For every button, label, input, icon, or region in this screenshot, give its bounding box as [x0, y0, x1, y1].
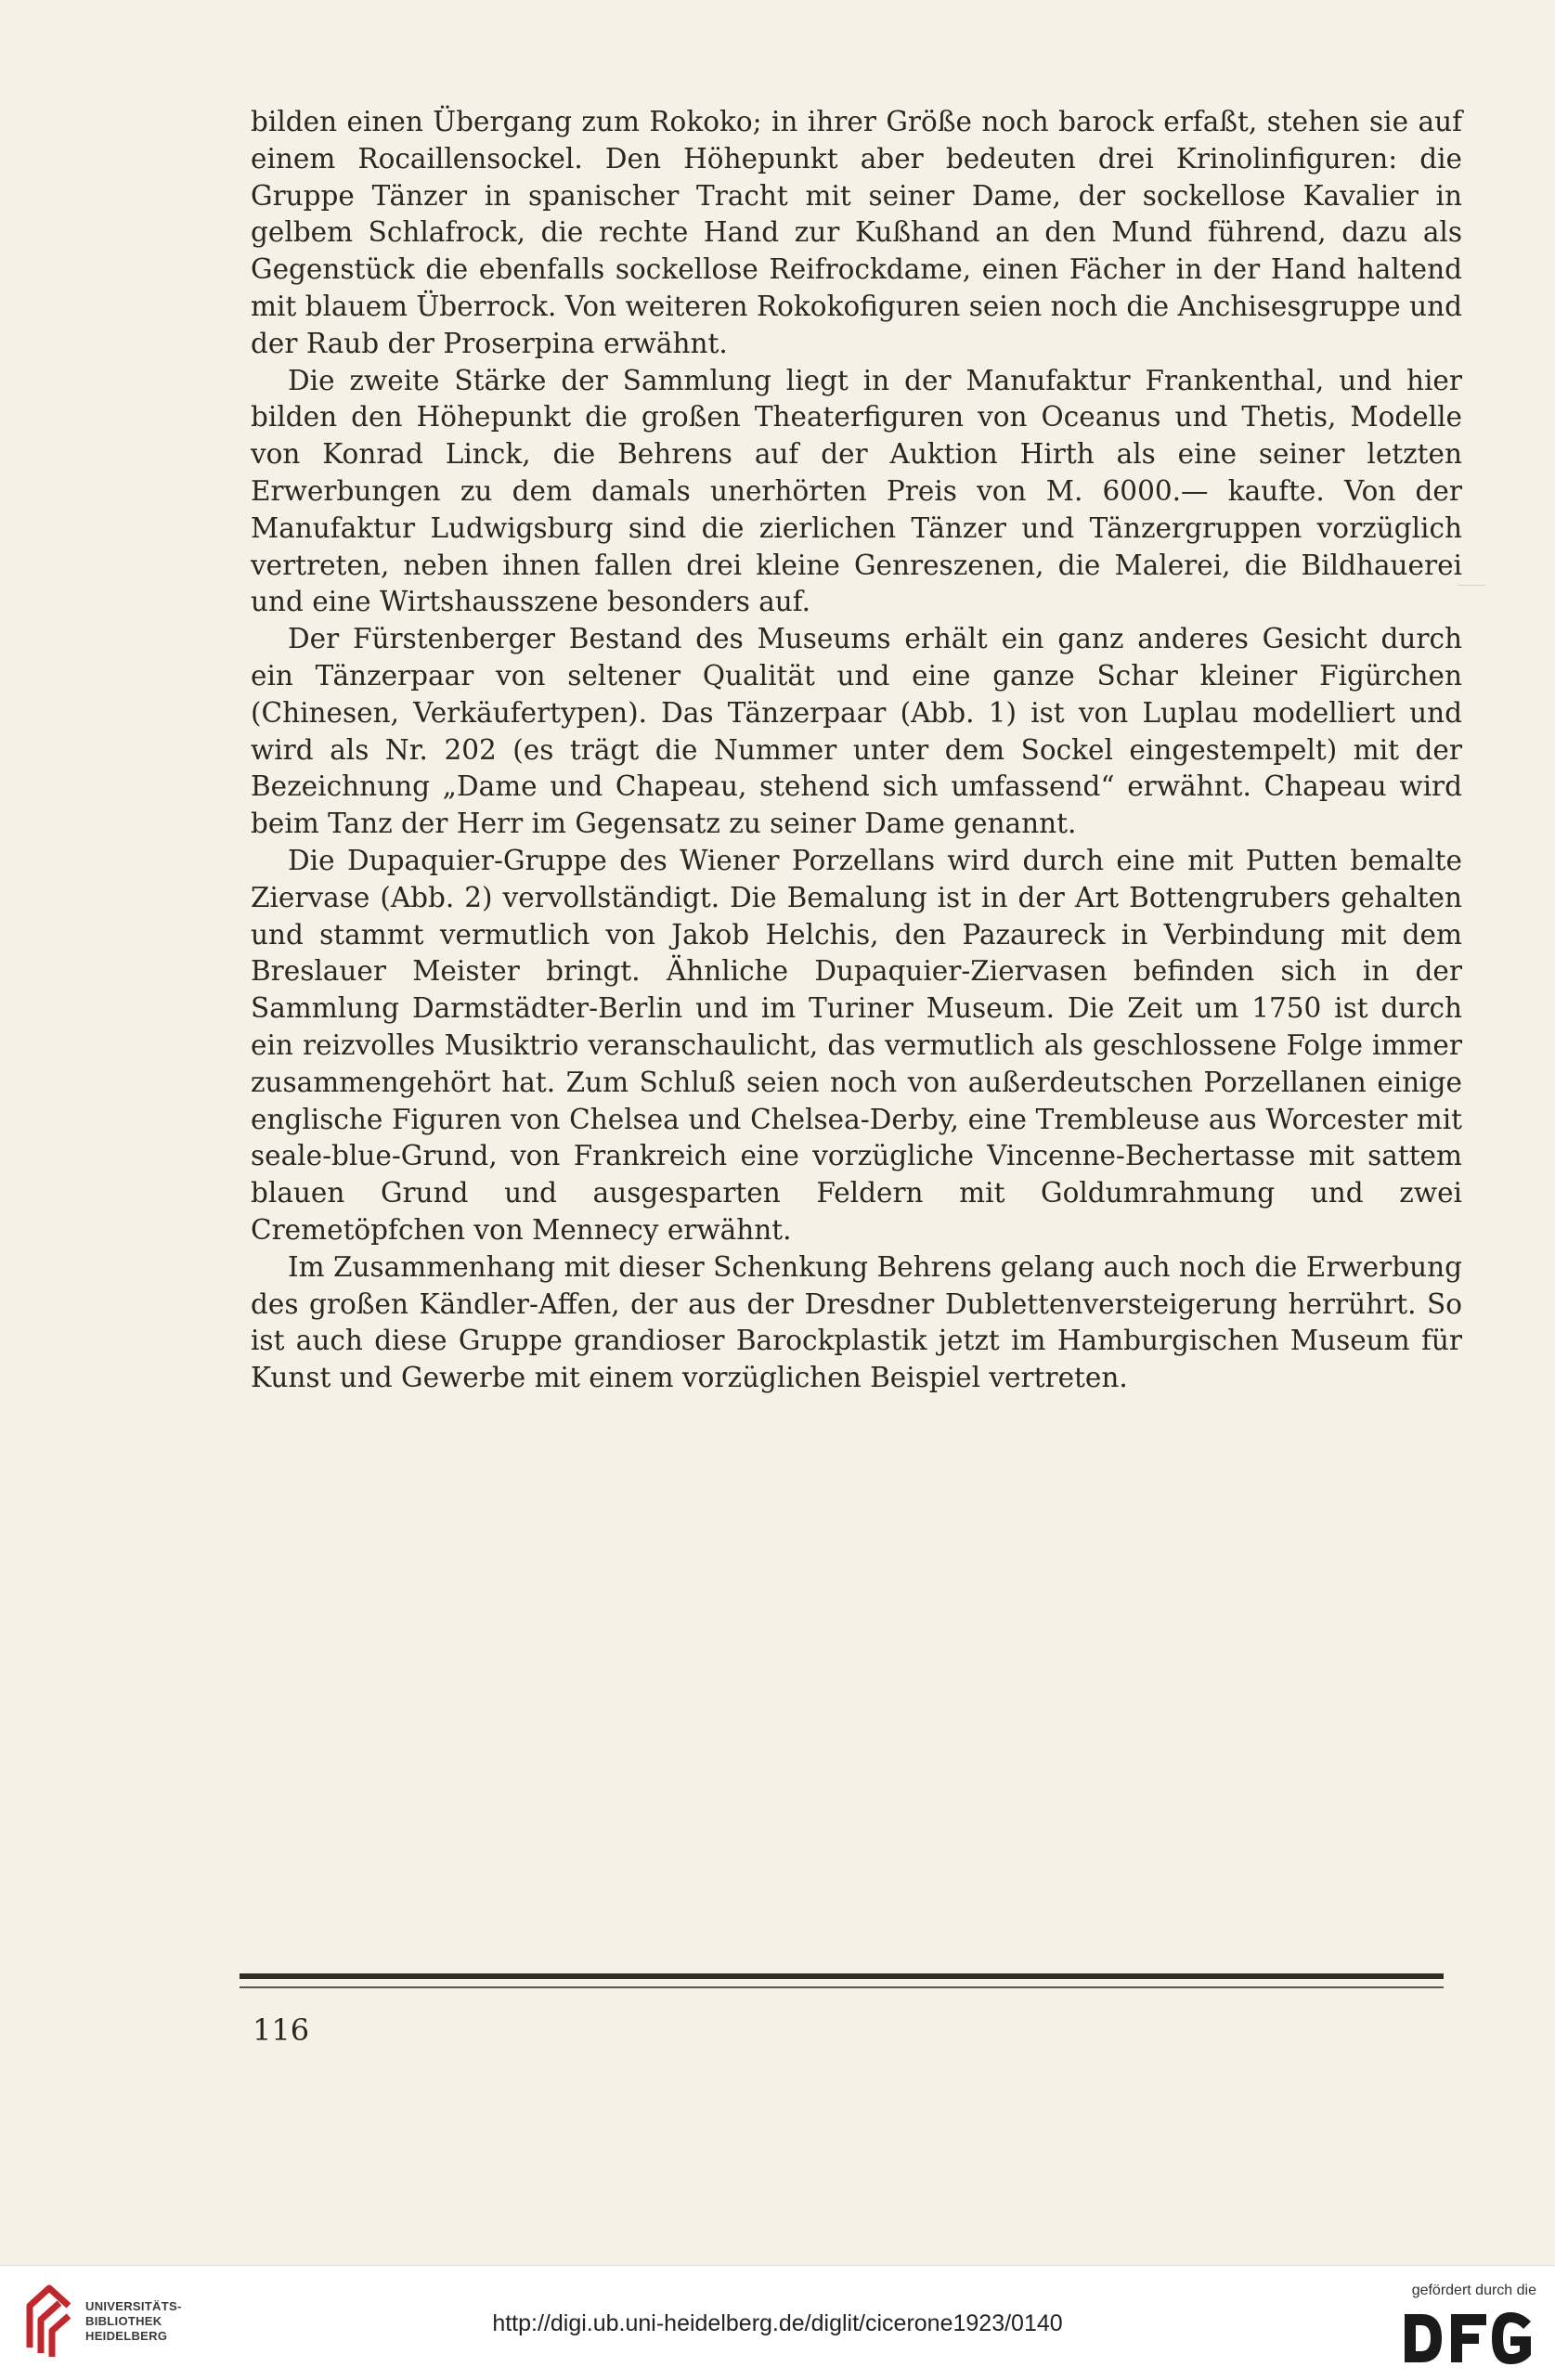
library-name-line: UNIVERSITÄTS- [85, 2299, 182, 2313]
permalink-url[interactable]: http://digi.ub.uni-heidelberg.de/diglit/cicerone1923/0140 [492, 2310, 1063, 2336]
paragraph-1: bilden einen Übergang zum Rokoko; in ihrer Größe noch barock erfaßt, stehen sie auf einem Rocaillensockel. Den Höhepunkt aber bedeuten drei Krinolinfiguren: die Gruppe Tänzer in spanischer Tracht mit seiner Dame, der sockellose Kavalier in gelbem Schlafrock, die rechte Hand zur Kußhand an den Mund führend, dazu als Gegenstück die ebenfalls sockellose Reifrockdame, einen Fächer in der Hand haltend mit blauem Überrock. Von weiteren Rokokofiguren seien noch die Anchisesgruppe und der Raub der Proserpina erwähnt. [251, 106, 1462, 359]
library-name-line: BIBLIOTHEK [85, 2314, 162, 2328]
body-text [251, 104, 1462, 1397]
library-name-line: HEIDELBERG [85, 2329, 168, 2343]
paragraph-4: Die Dupaquier-Gruppe des Wiener Porzellans wird durch eine mit Putten bemalte Ziervase (Abb. 2) vervollständigt. Die Bemalung ist in der Art Bottengrubers gehalten und stammt vermutlich von Jakob Helchis, den Pazaureck in Verbindung mit dem Breslauer Meister bringt. Ähnliche Dupaquier-Ziervasen befinden sich in der Sammlung Darmstädter-Berlin und im Turiner Museum. Die Zeit um 1750 ist durch ein reizvolles Musiktrio veranschaulicht, das vermutlich als geschlossene Folge immer zusammengehört hat. Zum Schluß seien noch von außerdeutschen Porzellanen einige englische Figuren von Chelsea und Chelsea-Derby, eine Trembleuse aus Worcester mit seale-blue-Grund, von Frankreich eine vorzügliche Vincenne-Bechertasse mit sattem blauen Grund und ausgesparten Feldern mit Goldumrahmung und zwei Cremetöpfchen von Mennecy erwähnt. [251, 844, 1462, 1246]
paragraph-3: Der Fürstenberger Bestand des Museums erhält ein ganz anderes Gesicht durch ein Tänzerpaar von seltener Qualität und eine ganze Schar kleiner Figürchen (Chinesen, Verkäufertypen). Das Tänzerpaar (Abb. 1) ist von Luplau modelliert und wird als Nr. 202 (es trägt die Nummer unter dem Sockel eingestempelt) mit der Bezeichnung „Dame und Chapeau, stehend sich umfassend“ erwähnt. Chapeau wird beim Tanz der Herr im Gegensatz zu seiner Dame genannt. [251, 623, 1462, 840]
viewer-footer [0, 2265, 1555, 2380]
paragraph-2: Die zweite Stärke der Sammlung liegt in der Manufaktur Frankenthal, und hier bilden den Höhepunkt die großen Theaterfiguren von Oceanus und Thetis, Modelle von Konrad Linck, die Behrens auf der Auktion Hirth als eine seiner letzten Erwerbungen zu dem damals unerhörten Preis von M. 6000.— kaufte. Von der Manufaktur Ludwigsburg sind die zierlichen Tänzer und Tänzergruppen vorzüglich vertreten, neben ihnen fallen drei kleine Genreszenen, die Malerei, die Bildhauerei und eine Wirtshausszene besonders auf. [251, 364, 1462, 618]
paragraph-5: Im Zusammenhang mit dieser Schenkung Behrens gelang auch noch die Erwerbung des großen Kändler-Affen, der aus der Dresdner Dublettenversteigerung herrührt. So ist auch diese Gruppe grandioser Barockplastik jetzt im Hamburgischen Museum für Kunst und Gewerbe mit einem vorzüglichen Beispiel vertreten. [251, 1250, 1462, 1394]
footer-rule-thick [240, 1973, 1444, 1979]
funding-label: gefördert durch die [1411, 2283, 1536, 2298]
dfg-logo-icon[interactable] [1405, 2309, 1535, 2368]
page-number: 116 [253, 2012, 310, 2048]
footer-rule-thin [240, 1986, 1444, 1988]
